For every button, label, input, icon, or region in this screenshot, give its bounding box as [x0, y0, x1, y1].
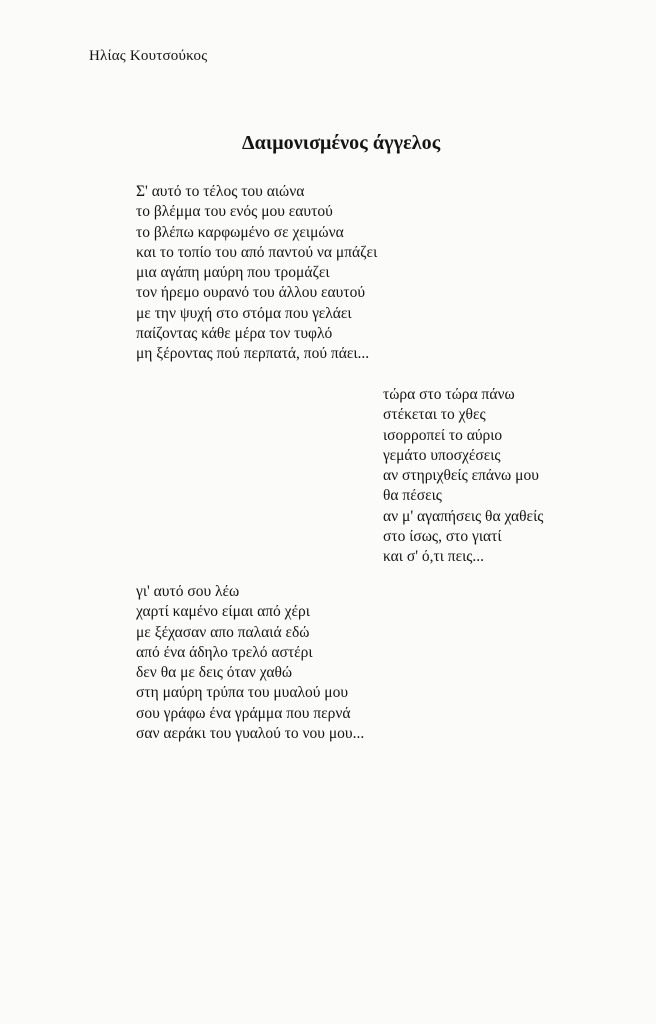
poem-line: δεν θα με δεις όταν χαθώ [136, 664, 293, 682]
poem-line: θα πέσεις [383, 487, 442, 505]
poem-line: αν μ' αγαπήσεις θα χαθείς [383, 507, 544, 525]
poem-line: ισορροπεί το αύριο [383, 426, 503, 444]
poem-line: στέκεται το χθες [383, 406, 486, 424]
poem-line: στο ίσως, στο γιατί [383, 528, 502, 546]
poem-line: μη ξέροντας πού περπατά, πού πάει... [136, 345, 370, 363]
poem-title: Δαιμονισμένος άγγελος [242, 132, 441, 154]
poem-line: το βλέμμα του ενός μου εαυτού [136, 203, 333, 221]
stanza-2 [383, 385, 543, 568]
poem-line: σου γράφω ένα γράμμα που περνά [136, 704, 351, 722]
poem-line: μια αγάπη μαύρη που τρομάζει [136, 264, 330, 282]
poem-line: το βλέπω καρφωμένο σε χειμώνα [136, 223, 344, 241]
stanza-1 [136, 182, 377, 365]
poem-line: σαν αεράκι του γυαλού το νου μου... [136, 725, 365, 743]
poem-line: χαρτί καμένο είμαι από χέρι [136, 603, 310, 621]
poem-line: τον ήρεμο ουρανό του άλλου εαυτού [136, 284, 365, 302]
poem-line: και το τοπίο του από παντού να μπάζει [136, 243, 378, 261]
poem-line: τώρα στο τώρα πάνω [383, 386, 515, 403]
poem-line: από ένα άδηλο τρελό αστέρι [136, 643, 313, 661]
poem-line: παίζοντας κάθε μέρα τον τυφλό [136, 325, 333, 343]
poem-line: με ξέχασαν απο παλαιά εδώ [136, 623, 310, 641]
poem-line: γι' αυτό σου λέω [136, 583, 240, 600]
poem-line: Σ' αυτό το τέλος του αιώνα [136, 183, 305, 200]
poem-line: γεμάτο υποσχέσεις [383, 446, 501, 464]
poem-line: με την ψυχή στο στόμα που γελάει [136, 304, 352, 322]
stanza-3 [136, 582, 364, 744]
poem-line: αν στηριχθείς επάνω μου [383, 467, 539, 485]
poem-line: στη μαύρη τρύπα του μυαλού μου [136, 684, 349, 702]
poem-line: και σ' ό,τι πεις... [383, 548, 485, 566]
author-name: Ηλίας Κουτσούκος [89, 48, 208, 64]
